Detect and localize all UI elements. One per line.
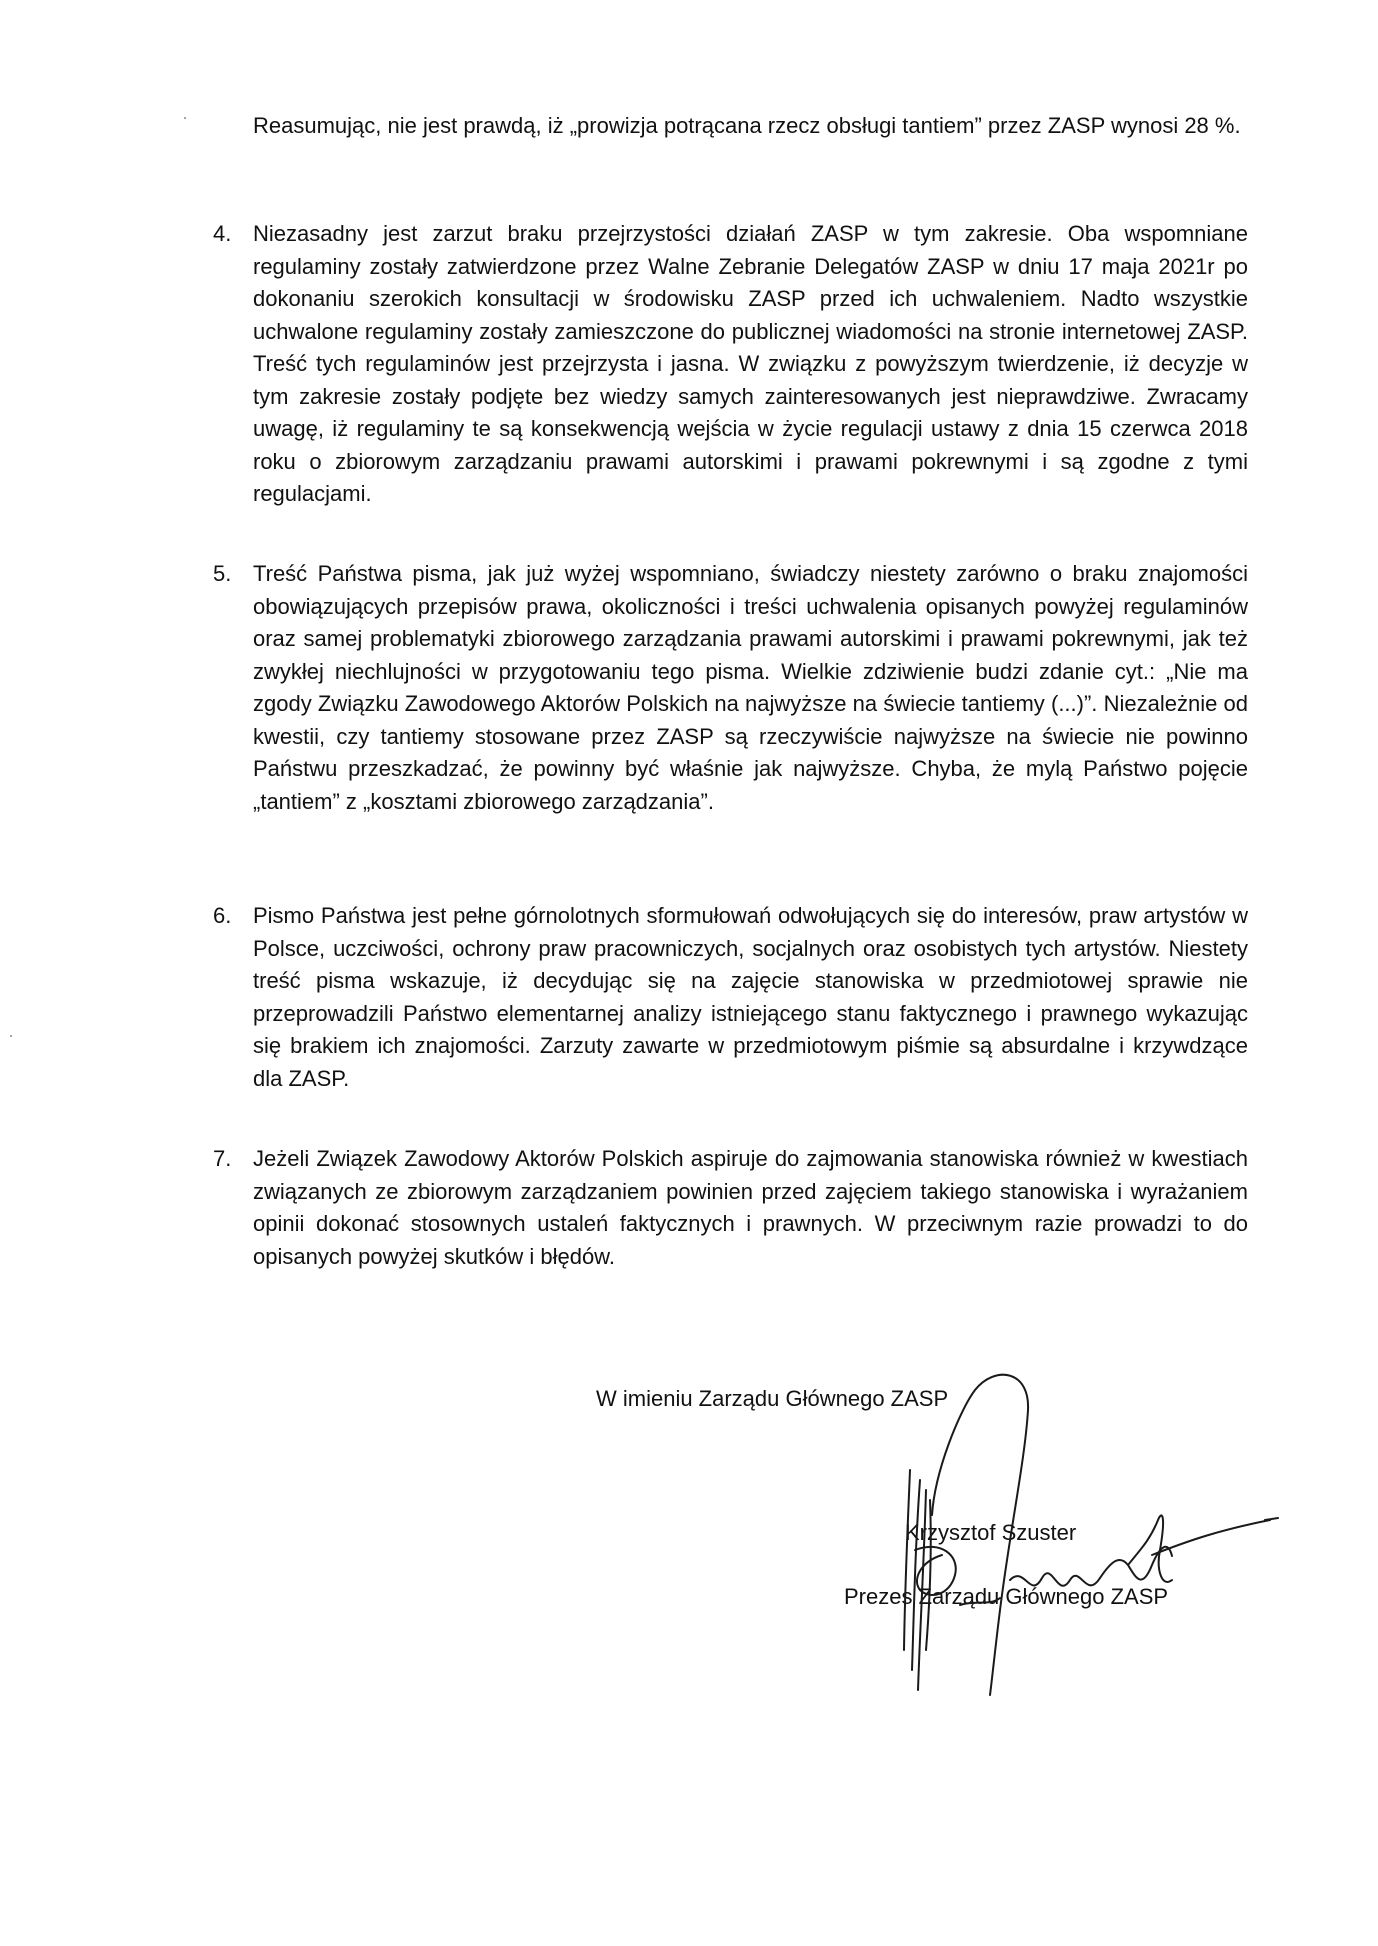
handwritten-signature (860, 1350, 1280, 1730)
item-text: Niezasadny jest zarzut braku przejrzystości działań ZASP w tym zakresie. Oba wspomniane regulaminy zostały zatwierdzone przez Walne Zebranie Delegatów ZASP w dniu 17 maja 2021r po dokonaniu szerokich konsultacji w środowisku ZASP przed ich uchwaleniem. Nadto wszystkie uchwalone regulaminy zostały zamieszczone do publicznej wiadomości na stronie internetowej ZASP. Treść tych regulaminów jest przejrzysta i jasna. W związku z powyższym twierdzenie, iż decyzje w tym zakresie zostały podjęte bez wiedzy samych zainteresowanych jest nieprawdziwe. Zwracamy uwagę, iż regulaminy te są konsekwencją wejścia w życie regulacji ustawy z dnia 15 czerwca 2018 roku o zbiorowym zarządzaniu prawami autorskimi i prawami pokrewnymi i są zgodne z tymi regulacjami. (253, 221, 1248, 506)
item-number: 6. (213, 903, 232, 928)
closing-line: W imieniu Zarządu Głównego ZASP (596, 1386, 949, 1411)
item-text: Treść Państwa pisma, jak już wyżej wspomniano, świadczy niestety zarówno o braku znajomości obowiązujących przepisów prawa, okoliczności i treści uchwalenia opisanych powyżej regulaminów oraz samej problematyki zbiorowego zarządzania prawami autorskimi i prawami pokrewnymi, jak też zwykłej niechlujności w przygotowaniu tego pisma. Wielkie zdziwienie budzi zdanie cyt.: „Nie ma zgody Związku Zawodowego Aktorów Polskich na najwyższe na świecie tantiemy (...)”. Niezależnie od kwestii, czy tantiemy stosowane przez ZASP są rzeczywiście najwyższe na świecie nie powinno Państwu przeszkadzać, że powinny być właśnie jak najwyższe. Chyba, że mylą Państwo pojęcie „tantiem” z „kosztami zbiorowego zarządzania”. (253, 561, 1248, 814)
signer-name: Krzysztof Szuster (905, 1520, 1077, 1545)
scan-speck (184, 117, 186, 119)
item-number: 7. (213, 1146, 232, 1171)
item-text: Jeżeli Związek Zawodowy Aktorów Polskich aspiruje do zajmowania stanowiska również w kwestiach związanych ze zbiorowym zarządzaniem powinien przed zajęciem takiego stanowiska i wyrażaniem opinii dokonać stosownych ustaleń faktycznych i prawnych. W przeciwnym razie prowadzi to do opisanych powyżej skutków i błędów. (253, 1146, 1248, 1269)
item-number: 5. (213, 561, 232, 586)
intro-paragraph: Reasumując, nie jest prawdą, iż „prowizja potrącana rzecz obsługi tantiem” przez ZASP wynosi 28 %. (253, 113, 1241, 138)
signer-role: Prezes Zarządu Głównego ZASP (844, 1584, 1169, 1609)
item-number: 4. (213, 221, 232, 246)
scan-speck (10, 1035, 12, 1037)
item-text: Pismo Państwa jest pełne górnolotnych sformułowań odwołujących się do interesów, praw artystów w Polsce, uczciwości, ochrony praw pracowniczych, socjalnych oraz osobistych tych artystów. Niestety treść pisma wskazuje, iż decydując się na zajęcie stanowiska w przedmiotowej sprawie nie przeprowadzili Państwo elementarnej analizy istniejącego stanu faktycznego i prawnego wykazując się brakiem ich znajomości. Zarzuty zawarte w przedmiotowym piśmie są absurdalne i krzywdzące dla ZASP. (253, 903, 1248, 1091)
